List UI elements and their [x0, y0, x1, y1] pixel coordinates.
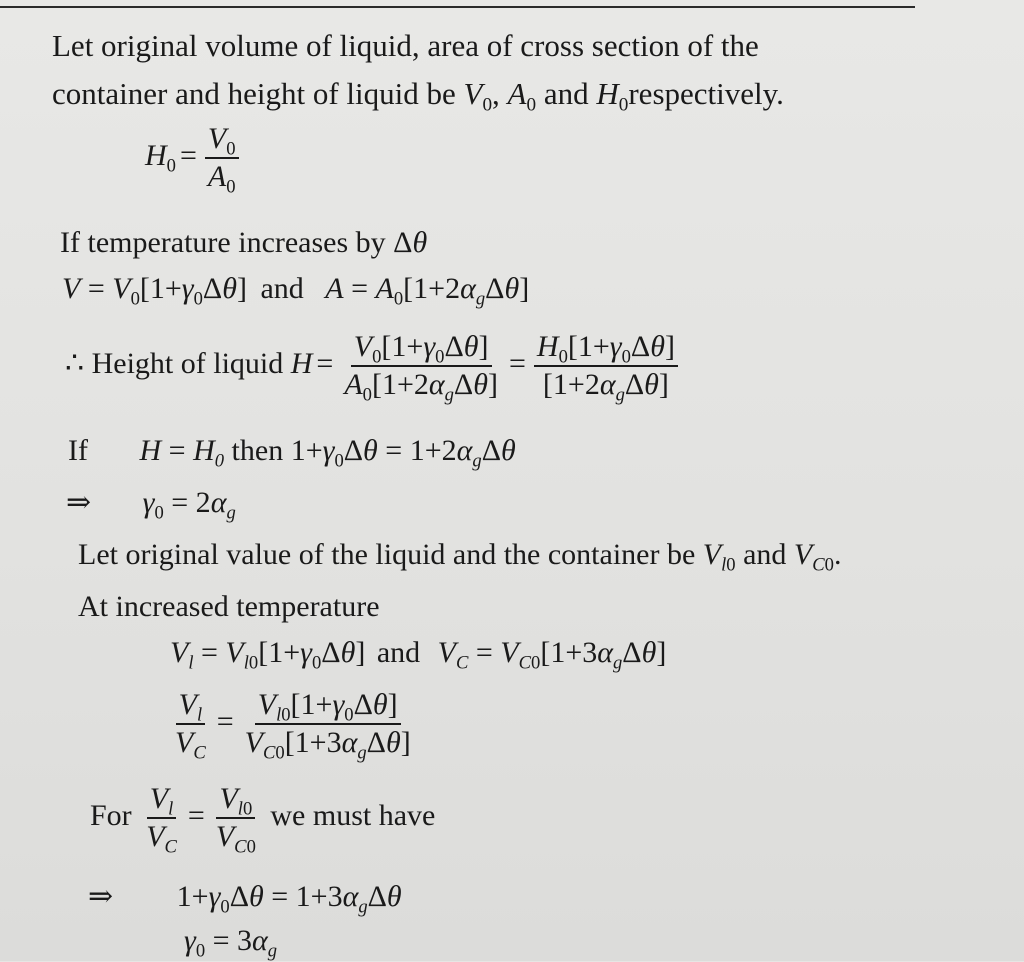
- temp-increase-line: If temperature increases by Δθ: [60, 226, 428, 259]
- top-rule: [0, 6, 915, 8]
- let-original-line: Let original value of the liquid and the container be $V_{l0}$ and $V_{C0}$.: [78, 538, 842, 576]
- then-word: then: [231, 434, 284, 467]
- and-word-2: and: [743, 538, 787, 571]
- intro-line-2-and: and: [543, 76, 589, 111]
- intro-line-2: container and height of liquid be $V_0$, $A_0$ and $H_0respectively$.: [52, 76, 784, 116]
- if-word: If: [68, 434, 88, 467]
- equation-v-a: $V = V_0[1+\gamma_0\Delta\theta]$ and $A = A_0[1+2\alpha_g\Delta\theta]$: [62, 272, 530, 310]
- height-label: ∴ Height of liquid: [65, 346, 284, 380]
- result-line-3: $\gamma_0 = 3\alpha_g$: [184, 924, 278, 962]
- must-have-text: we must have: [270, 798, 436, 832]
- condition-line: If $H = H_0$ then $1+\gamma_0\Delta\theta = 1+2\alpha_g\Delta\theta$: [68, 434, 516, 472]
- and-word: and: [260, 272, 304, 305]
- let-original-text: Let original value of the liquid and the container be: [78, 538, 696, 571]
- result-line-1: ⇒ $\gamma_0 = 2\alpha_g$: [66, 486, 236, 524]
- equation-for: For $\frac{V_l}{V_C}$ = $\frac{V_{l0}}{V_{C0}}$ we must have: [90, 782, 436, 858]
- and-word-3: and: [376, 636, 421, 669]
- equation-height: ∴ Height of liquid H = $\frac{V_0[1+\gamma_0\Delta\theta]}{A_0[1+2\alpha_g\Delta\theta]}$ = $\frac{H_0[1+\gamma_0\Delta\theta]}{[1+2\alpha_g\Delta\theta]}$: [65, 332, 682, 400]
- implies-symbol-2: ⇒: [88, 880, 114, 913]
- result-line-2: ⇒ $1+\gamma_0\Delta\theta = 1+3\alpha_g\Delta\theta$: [88, 880, 402, 918]
- temp-increase-text: If temperature increases by: [60, 226, 386, 259]
- intro-line-1: Let original volume of liquid, area of cross section of the: [52, 28, 759, 63]
- intro-line-2-text: container and height of liquid be: [52, 76, 456, 111]
- at-increased-line: At increased temperature: [78, 590, 380, 623]
- intro-line-2-end: respectively.: [628, 76, 784, 111]
- for-word: For: [90, 798, 132, 832]
- equation-h0: $H_0$ = $\frac{V_0}{A_0}$: [145, 124, 243, 192]
- implies-symbol-1: ⇒: [66, 486, 92, 519]
- equation-vl-vc: $V_l = V_{l0}[1+\gamma_0\Delta\theta]$ and $V_C = V_{C0}[1+3\alpha_g\Delta\theta]$: [170, 636, 667, 674]
- equation-ratio: $\frac{V_l}{V_C}$ = $\frac{V_{l0}[1+\gamma_0\Delta\theta]}{V_{C0}[1+3\alpha_g\Delta\theta]}$: [175, 688, 411, 764]
